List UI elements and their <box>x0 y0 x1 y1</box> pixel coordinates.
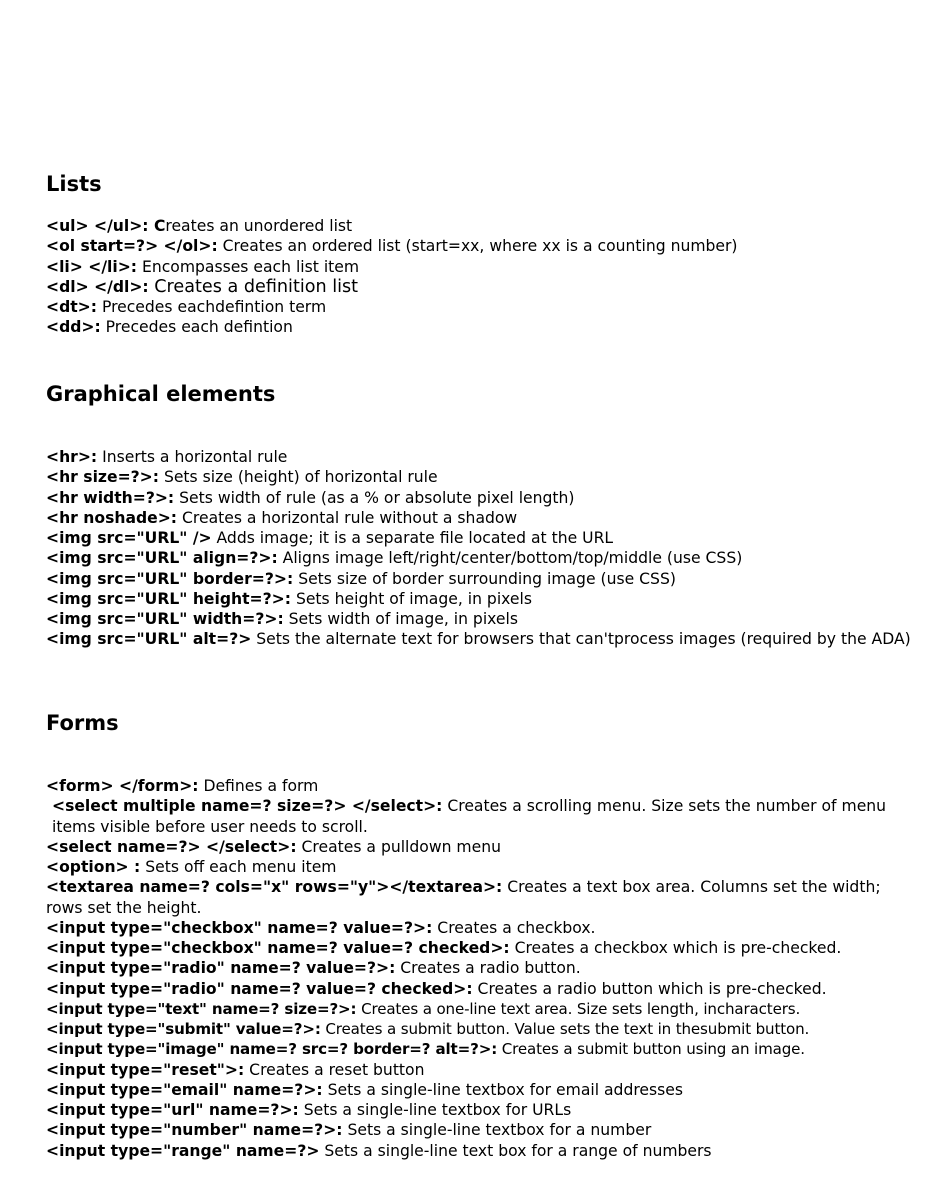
tag-description: Encompasses each list item <box>137 257 360 276</box>
tag-description: Sets the alternate text for browsers that can'tprocess images (required by the ADA) <box>251 630 911 649</box>
tag-syntax: <hr noshade>: <box>46 508 178 527</box>
tag-syntax: <img src="URL" /> <box>46 529 212 547</box>
tag-description: Sets a single-line text box for a range of numbers <box>319 1141 712 1160</box>
list-item <box>46 1039 914 1059</box>
tag-description: Creates a radio button which is pre-checked. <box>472 979 827 998</box>
tag-description: Creates a radio button. <box>395 959 581 978</box>
tag-description: Adds image; it is a separate file located at the URL <box>211 529 614 547</box>
tag-syntax: <input type="text" name=? size=?>: <box>46 999 357 1018</box>
tag-description: Creates a scrolling menu. Size sets the number of menu items visible before user needs to scroll. <box>52 797 887 836</box>
list-item <box>46 488 914 508</box>
tag-description: Sets a single-line textbox for URLs <box>298 1101 572 1119</box>
list-item <box>46 589 914 609</box>
tag-description: Sets a single-line textbox for email addresses <box>322 1080 683 1099</box>
tag-description: Creates a text box area. Columns set the width; rows set the height. <box>46 878 881 917</box>
list-item <box>46 317 914 337</box>
list-item <box>46 1060 914 1080</box>
list-item <box>46 216 914 236</box>
list-item <box>46 257 914 277</box>
tag-description: Creates a horizontal rule without a shadow <box>177 508 518 527</box>
tag-syntax: <dt>: <box>46 298 97 316</box>
tag-syntax: <li> </li>: <box>46 257 138 276</box>
tag-syntax: <img src="URL" height=?>: <box>46 589 291 608</box>
list-item <box>46 1100 914 1120</box>
list-item <box>46 918 914 938</box>
tag-description: Sets width of image, in pixels <box>283 610 518 628</box>
list-item <box>46 1019 914 1039</box>
list-item <box>46 629 914 649</box>
list-item <box>46 467 914 487</box>
tag-description: Creates a reset button <box>244 1060 425 1079</box>
tag-syntax: <textarea name=? cols="x" rows="y"></textarea>: <box>46 878 503 897</box>
tag-syntax: <img src="URL" width=?>: <box>46 610 284 628</box>
tag-syntax: <input type="checkbox" name=? value=?>: <box>46 918 433 937</box>
list-item <box>46 837 914 857</box>
section-heading-graphical-elements: Graphical elements <box>46 382 276 406</box>
list-item <box>46 569 914 589</box>
tag-syntax: <input type="number" name=?>: <box>46 1121 343 1140</box>
tag-syntax: <input type="radio" name=? value=? checked>: <box>46 979 473 998</box>
lists-entries <box>46 216 914 338</box>
list-item <box>46 548 914 568</box>
tag-syntax: <hr width=?>: <box>46 488 175 507</box>
tag-syntax: <ol start=?> </ol>: <box>46 237 218 256</box>
tag-description: Precedes each defintion <box>100 318 293 337</box>
tag-description: Sets height of image, in pixels <box>290 589 532 608</box>
tag-description: Aligns image left/right/center/bottom/top/middle (use CSS) <box>277 549 743 568</box>
tag-description: Sets width of rule (as a % or absolute pixel length) <box>174 488 575 507</box>
list-item <box>46 958 914 978</box>
list-item <box>46 877 914 918</box>
tag-syntax: <input type="reset">: <box>46 1060 245 1079</box>
tag-description: reates an unordered list <box>165 217 353 235</box>
tag-syntax: <img src="URL" alt=?> <box>46 630 252 649</box>
list-item <box>46 236 914 256</box>
tag-syntax: <option> : <box>46 858 141 876</box>
list-item <box>46 979 914 999</box>
tag-description: Sets size (height) of horizontal rule <box>158 468 438 487</box>
tag-description: Creates a checkbox. <box>432 918 596 937</box>
list-item <box>46 999 914 1019</box>
list-item <box>46 447 914 467</box>
tag-syntax: <select multiple name=? size=?> </select>: <box>52 797 443 816</box>
forms-entries <box>46 776 914 1161</box>
tag-syntax: <input type="url" name=?>: <box>46 1101 299 1119</box>
tag-syntax: <dl> </dl>: <box>46 277 149 296</box>
tag-description: Creates a checkbox which is pre-checked. <box>509 939 842 957</box>
tag-syntax: <dd>: <box>46 318 101 337</box>
section-heading-lists: Lists <box>46 172 102 196</box>
tag-description: Creates a definition list <box>148 276 359 297</box>
list-item <box>46 1080 914 1100</box>
list-item <box>46 938 914 958</box>
tag-syntax: <img src="URL" align=?>: <box>46 549 278 568</box>
list-item <box>46 1141 914 1161</box>
list-item <box>46 1120 914 1140</box>
tag-syntax: <img src="URL" border=?>: <box>46 569 294 588</box>
tag-syntax: <ul> </ul>: C <box>46 217 166 235</box>
tag-description: Inserts a horizontal rule <box>97 448 288 466</box>
tag-syntax: <input type="radio" name=? value=?>: <box>46 959 396 978</box>
tag-syntax: <hr>: <box>46 448 98 466</box>
tag-description: Creates a one-line text area. Size sets length, incharacters. <box>356 999 801 1018</box>
list-item <box>46 297 914 317</box>
tag-description: Sets size of border surrounding image (use CSS) <box>293 569 676 588</box>
tag-syntax: <input type="email" name=?>: <box>46 1080 323 1099</box>
list-item <box>46 857 914 877</box>
list-item <box>46 528 914 548</box>
tag-description: Precedes eachdefintion term <box>96 298 327 316</box>
tag-description: Sets a single-line textbox for a number <box>342 1121 652 1140</box>
list-item <box>46 508 914 528</box>
tag-syntax: <input type="image" name=? src=? border=? alt=?>: <box>46 1040 498 1059</box>
list-item <box>46 609 914 629</box>
list-item <box>46 796 914 837</box>
tag-description: Creates a pulldown menu <box>296 837 501 856</box>
tag-description: Defines a form <box>198 777 319 795</box>
section-heading-forms: Forms <box>46 711 119 735</box>
tag-syntax: <select name=?> </select>: <box>46 837 297 856</box>
tag-syntax: <form> </form>: <box>46 777 199 795</box>
tag-description: Creates an ordered list (start=xx, where xx is a counting number) <box>217 237 738 256</box>
list-item <box>46 776 914 796</box>
tag-syntax: <input type="range" name=?> <box>46 1141 320 1160</box>
list-item <box>46 277 914 297</box>
tag-description: Sets off each menu item <box>140 858 337 876</box>
graphical-elements-entries <box>46 447 914 650</box>
tag-syntax: <hr size=?>: <box>46 468 159 487</box>
tag-description: Creates a submit button. Value sets the text in thesubmit button. <box>320 1020 810 1038</box>
tag-description: Creates a submit button using an image. <box>497 1040 805 1059</box>
tag-syntax: <input type="submit" value=?>: <box>46 1020 321 1038</box>
tag-syntax: <input type="checkbox" name=? value=? checked>: <box>46 939 510 957</box>
